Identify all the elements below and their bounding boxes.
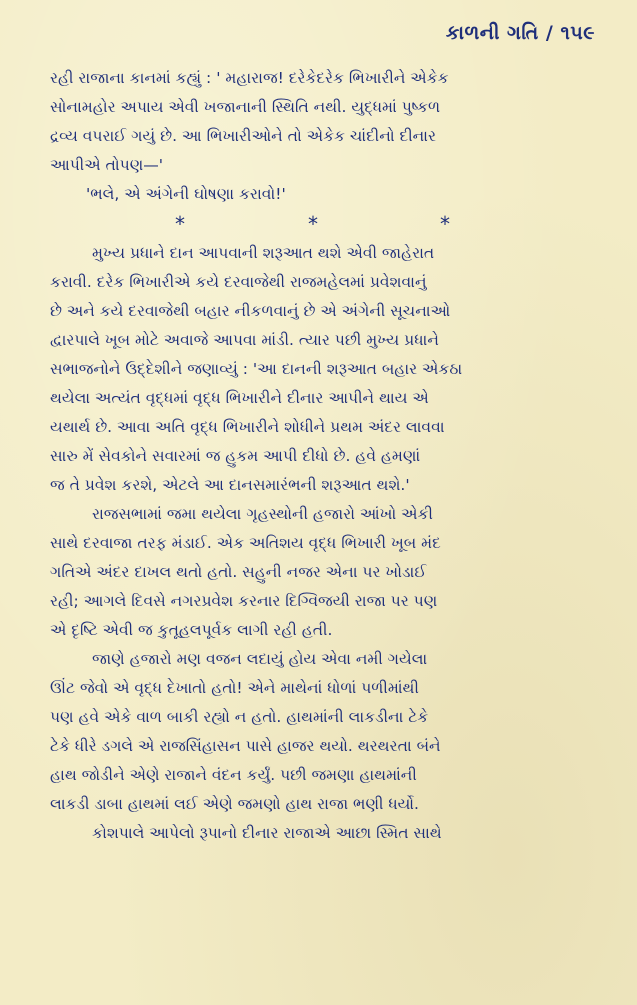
text-line: કરાવી. દરેક ભિખારીએ કયે દરવાજેથી રાજમહેલમાં પ્રવેશવાનું bbox=[50, 273, 427, 291]
section-break-stars bbox=[50, 209, 610, 239]
text-line: ઊંટ જેવો એ વૃદ્ધ દેખાતો હતો! એને માથેનાં ધોળાં પળીમાંથી bbox=[50, 679, 419, 697]
text-line: થયેલા અત્યંત વૃદ્ધમાં વૃદ્ધ ભિખારીને દીનાર આપીને થાય એ bbox=[50, 389, 429, 407]
text-line: દ્રવ્ય વપરાઈ ગયું છે. આ ભિખારીઓને તો એકેક ચાંદીનો દીનાર bbox=[50, 127, 436, 145]
dialogue-line: 'ભલે, એ અંગેની ઘોષણા કરાવો!' bbox=[86, 185, 286, 203]
paragraph-start-line: જાણે હજારો મણ વજન લદાયું હોય એવા નમી ગયેલા bbox=[92, 650, 428, 668]
section-star: * bbox=[440, 212, 450, 236]
text-line: રહી; આગલે દિવસે નગરપ્રવેશ કરનાર દિગ્વિજયી રાજા પર પણ bbox=[50, 592, 438, 610]
section-star: * bbox=[175, 212, 185, 236]
text-line: સભાજનોને ઉદ્દેશીને જણાવ્યું : 'આ દાનની શરૂઆત બહાર એકઠા bbox=[50, 360, 463, 378]
text-line: જ તે પ્રવેશ કરશે, એટલે આ દાનસમારંભની શરૂઆત થશે.' bbox=[50, 476, 410, 494]
text-line: રહી રાજાના કાનમાં કહ્યું : ' મહારાજ! દરેકેદરેક ભિખારીને એકેક bbox=[50, 69, 449, 87]
paragraph-start-line: મુખ્ય પ્રધાને દાન આપવાની શરૂઆત થશે એવી જાહેરાત bbox=[92, 244, 435, 262]
text-line: સાથે દરવાજા તરફ મંડાઈ. એક અતિશય વૃદ્ધ ભિખારી ખૂબ મંદ bbox=[50, 534, 441, 552]
text-line: દ્વારપાલે ખૂબ મોટે અવાજે આપવા માંડી. ત્યાર પછી મુખ્ય પ્રધાને bbox=[50, 331, 439, 349]
text-line: હાથ જોડીને એણે રાજાને વંદન કર્યું. પછી જમણા હાથમાંની bbox=[50, 766, 417, 784]
body-text bbox=[50, 64, 610, 848]
text-line: છે અને કયે દરવાજેથી બહાર નીકળવાનું છે એ અંગેની સૂચનાઓ bbox=[50, 302, 451, 320]
text-line: ટેકે ધીરે ડગલે એ રાજસિંહાસન પાસે હાજર થયો. થરથરતા બંને bbox=[50, 737, 441, 755]
text-line: એ દૃષ્ટિ એવી જ કુતૂહલપૂર્વક લાગી રહી હતી. bbox=[50, 621, 333, 639]
text-line: આપીએ તોપણ—' bbox=[50, 156, 163, 174]
text-line: પણ હવે એકે વાળ બાકી રહ્યો ન હતો. હાથમાંની લાકડીના ટેકે bbox=[50, 708, 429, 726]
text-line: સારુ મેં સેવકોને સવારમાં જ હુકમ આપી દીધો છે. હવે હમણાં bbox=[50, 447, 421, 465]
paragraph-start-line: રાજસભામાં જમા થયેલા ગૃહસ્થોની હજારો આંખો એકી bbox=[92, 505, 433, 523]
text-line: ગતિએ અંદર દાખલ થતો હતો. સહુની નજર એના પર ખોડાઈ bbox=[50, 563, 427, 581]
text-line: યથાર્થ છે. આવા અતિ વૃદ્ધ ભિખારીને શોધીને પ્રથમ અંદર લાવવા bbox=[50, 418, 445, 436]
section-star: * bbox=[308, 212, 318, 236]
paragraph-start-line: કોશપાલે આપેલો રૂપાનો દીનાર રાજાએ આછા સ્મિત સાથે bbox=[92, 824, 442, 842]
running-head: કાળની ગતિ / ૧૫૯ bbox=[445, 22, 595, 44]
text-line: સોનામહોર અપાય એવી ખજાનાની સ્થિતિ નથી. યુદ્ધમાં પુષ્કળ bbox=[50, 98, 441, 116]
text-line: લાકડી ડાબા હાથમાં લઈ એણે જમણો હાથ રાજા ભણી ધર્યો. bbox=[50, 795, 419, 813]
